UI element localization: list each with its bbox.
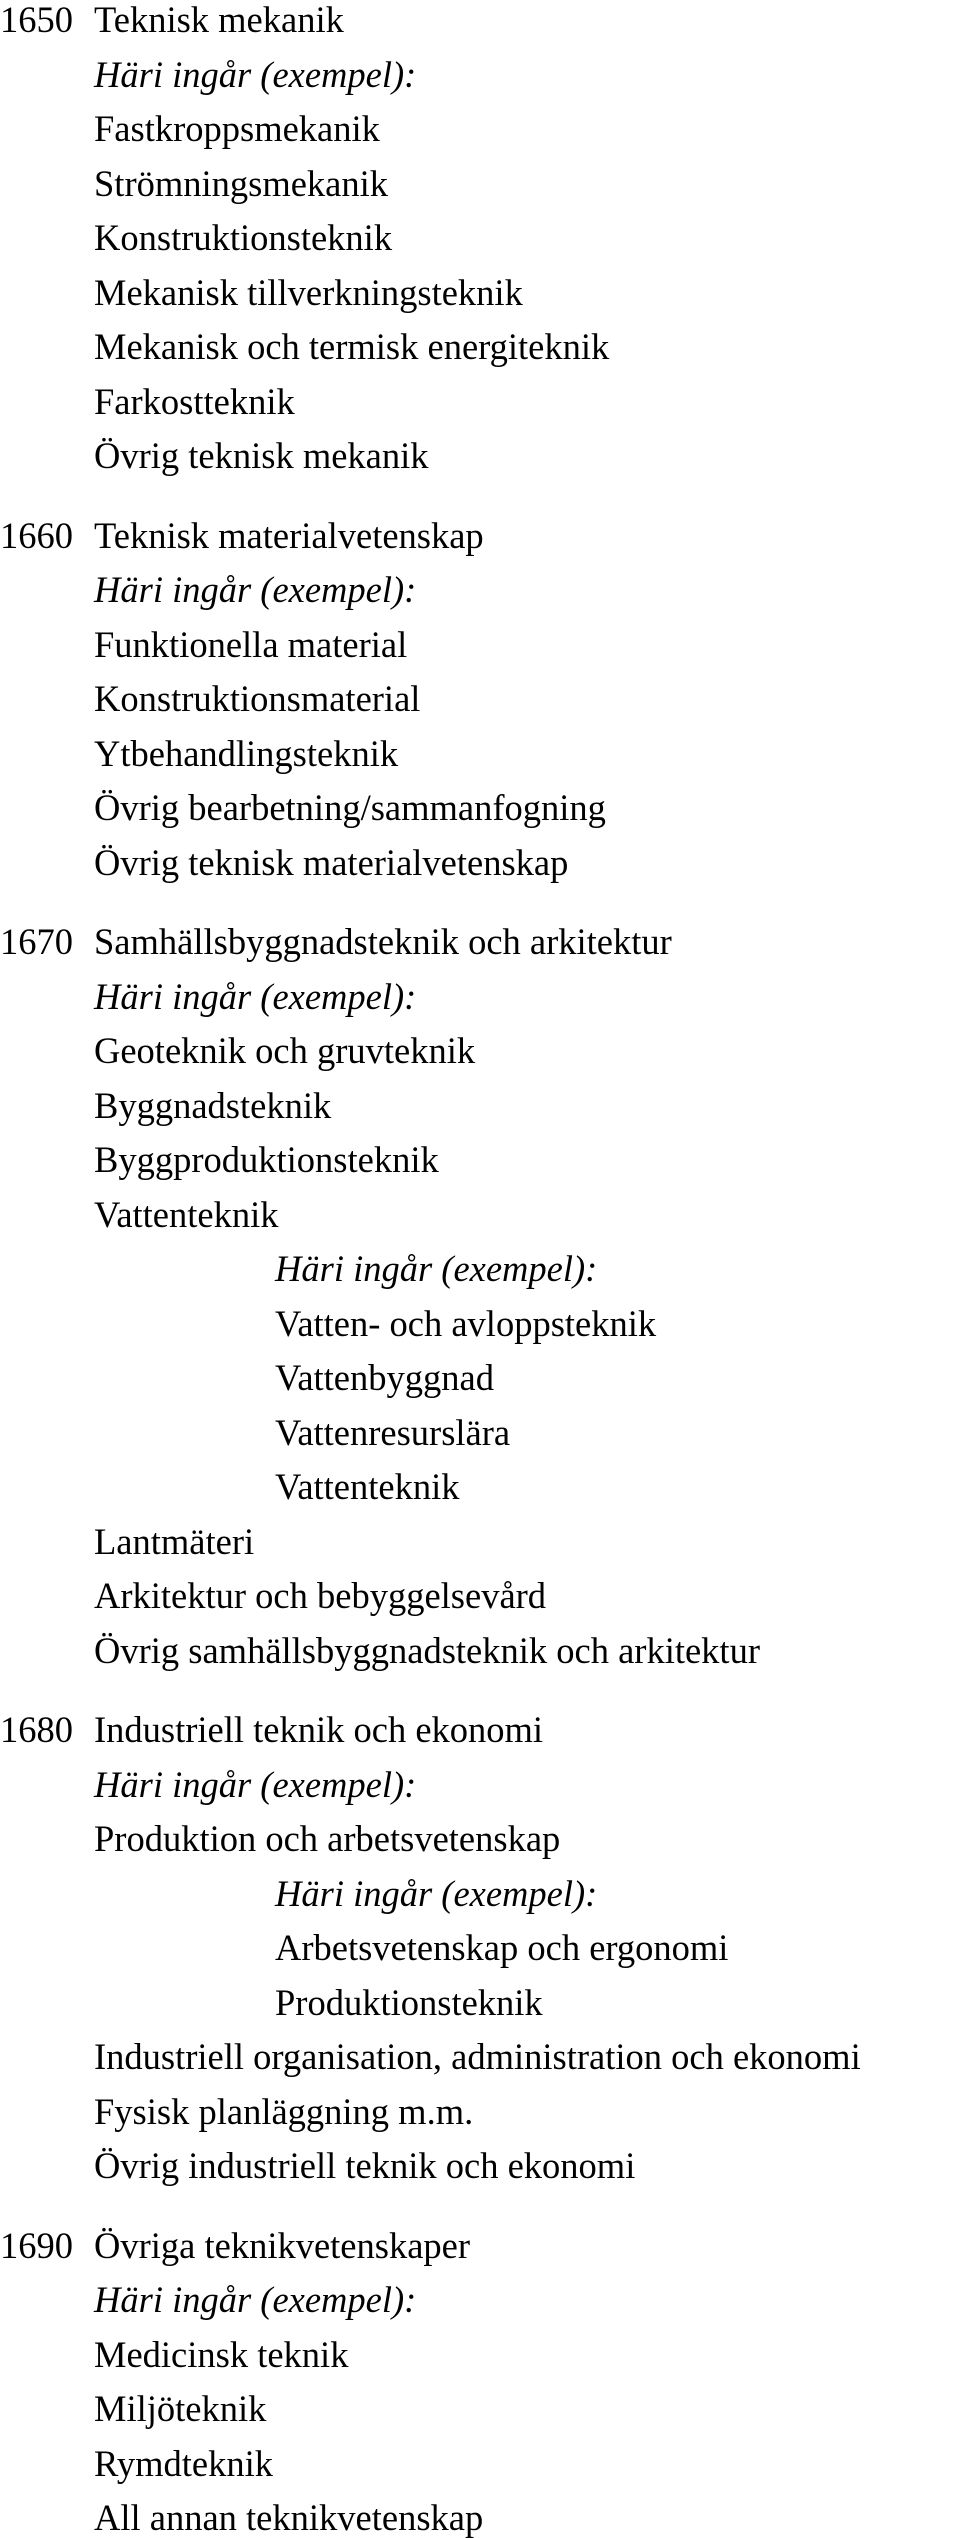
list-item: Övrig samhällsbyggnadsteknik och arkitektur: [94, 1629, 760, 1671]
list-item: Strömningsmekanik: [94, 162, 389, 204]
list-item: Konstruktionsmaterial: [94, 678, 421, 719]
list-item: Övrig bearbetning/sammanfogning: [94, 787, 606, 828]
list-item: Industriell organisation, administration och ekonomi: [94, 2036, 861, 2077]
list-item: Mekanisk tillverkningsteknik: [94, 271, 523, 313]
section-code: 1680: [0, 1709, 73, 1750]
list-item: Medicinsk teknik: [94, 2333, 349, 2375]
includes-label: Häri ingår (exempel):: [94, 2279, 417, 2320]
list-item: Konstruktionsteknik: [94, 217, 393, 258]
sub-list-item: Produktionsteknik: [275, 1981, 543, 2023]
list-item: Övrig teknisk materialvetenskap: [94, 841, 569, 883]
sub-list-item: Vattenteknik: [275, 1466, 460, 1507]
list-item: Lantmäteri: [94, 1520, 255, 1562]
includes-label: Häri ingår (exempel):: [94, 1763, 417, 1805]
sub-list-item: Vatten- och avloppsteknik: [275, 1302, 657, 1344]
section-title: Teknisk mekanik: [94, 0, 344, 40]
list-item: Övrig teknisk mekanik: [94, 435, 429, 476]
section-title: Övriga teknikvetenskaper: [94, 2224, 471, 2266]
section-title: Teknisk materialvetenskap: [94, 514, 484, 556]
list-item: Övrig industriell teknik och ekonomi: [94, 2145, 636, 2186]
sub-list-item: Vattenbyggnad: [275, 1357, 494, 1398]
list-item: Miljöteknik: [94, 2388, 267, 2429]
includes-label: Häri ingår (exempel):: [94, 975, 417, 1017]
list-item: Farkostteknik: [94, 380, 295, 422]
list-item: Byggproduktionsteknik: [94, 1139, 439, 1180]
includes-label: Häri ingår (exempel):: [275, 1248, 598, 1289]
list-item: Produktion och arbetsvetenskap: [94, 1818, 561, 1859]
list-item: Byggnadsteknik: [94, 1084, 332, 1126]
list-item: Arkitektur och bebyggelsevård: [94, 1575, 547, 1616]
sub-list-item: Vattenresurslära: [275, 1411, 511, 1453]
list-item: Vattenteknik: [94, 1193, 279, 1235]
list-item: Fastkroppsmekanik: [94, 108, 380, 149]
includes-label: Häri ingår (exempel):: [94, 53, 417, 95]
section-code: 1690: [0, 2224, 73, 2266]
list-item: Geoteknik och gruvteknik: [94, 1030, 476, 1071]
section-code: 1660: [0, 514, 73, 556]
includes-label: Häri ingår (exempel):: [94, 569, 417, 610]
list-item: Mekanisk och termisk energiteknik: [94, 326, 610, 367]
section-title: Samhällsbyggnadsteknik och arkitektur: [94, 921, 672, 962]
list-item: All annan teknikvetenskap: [94, 2497, 484, 2538]
section-code: 1650: [0, 0, 73, 40]
includes-label: Häri ingår (exempel):: [275, 1872, 598, 1914]
section-code: 1670: [0, 921, 73, 962]
sub-list-item: Arbetsvetenskap och ergonomi: [275, 1927, 729, 1968]
list-item: Fysisk planläggning m.m.: [94, 2090, 474, 2132]
list-item: Ytbehandlingsteknik: [94, 732, 399, 774]
section-title: Industriell teknik och ekonomi: [94, 1709, 544, 1750]
list-item: Rymdteknik: [94, 2442, 274, 2484]
list-item: Funktionella material: [94, 623, 408, 665]
